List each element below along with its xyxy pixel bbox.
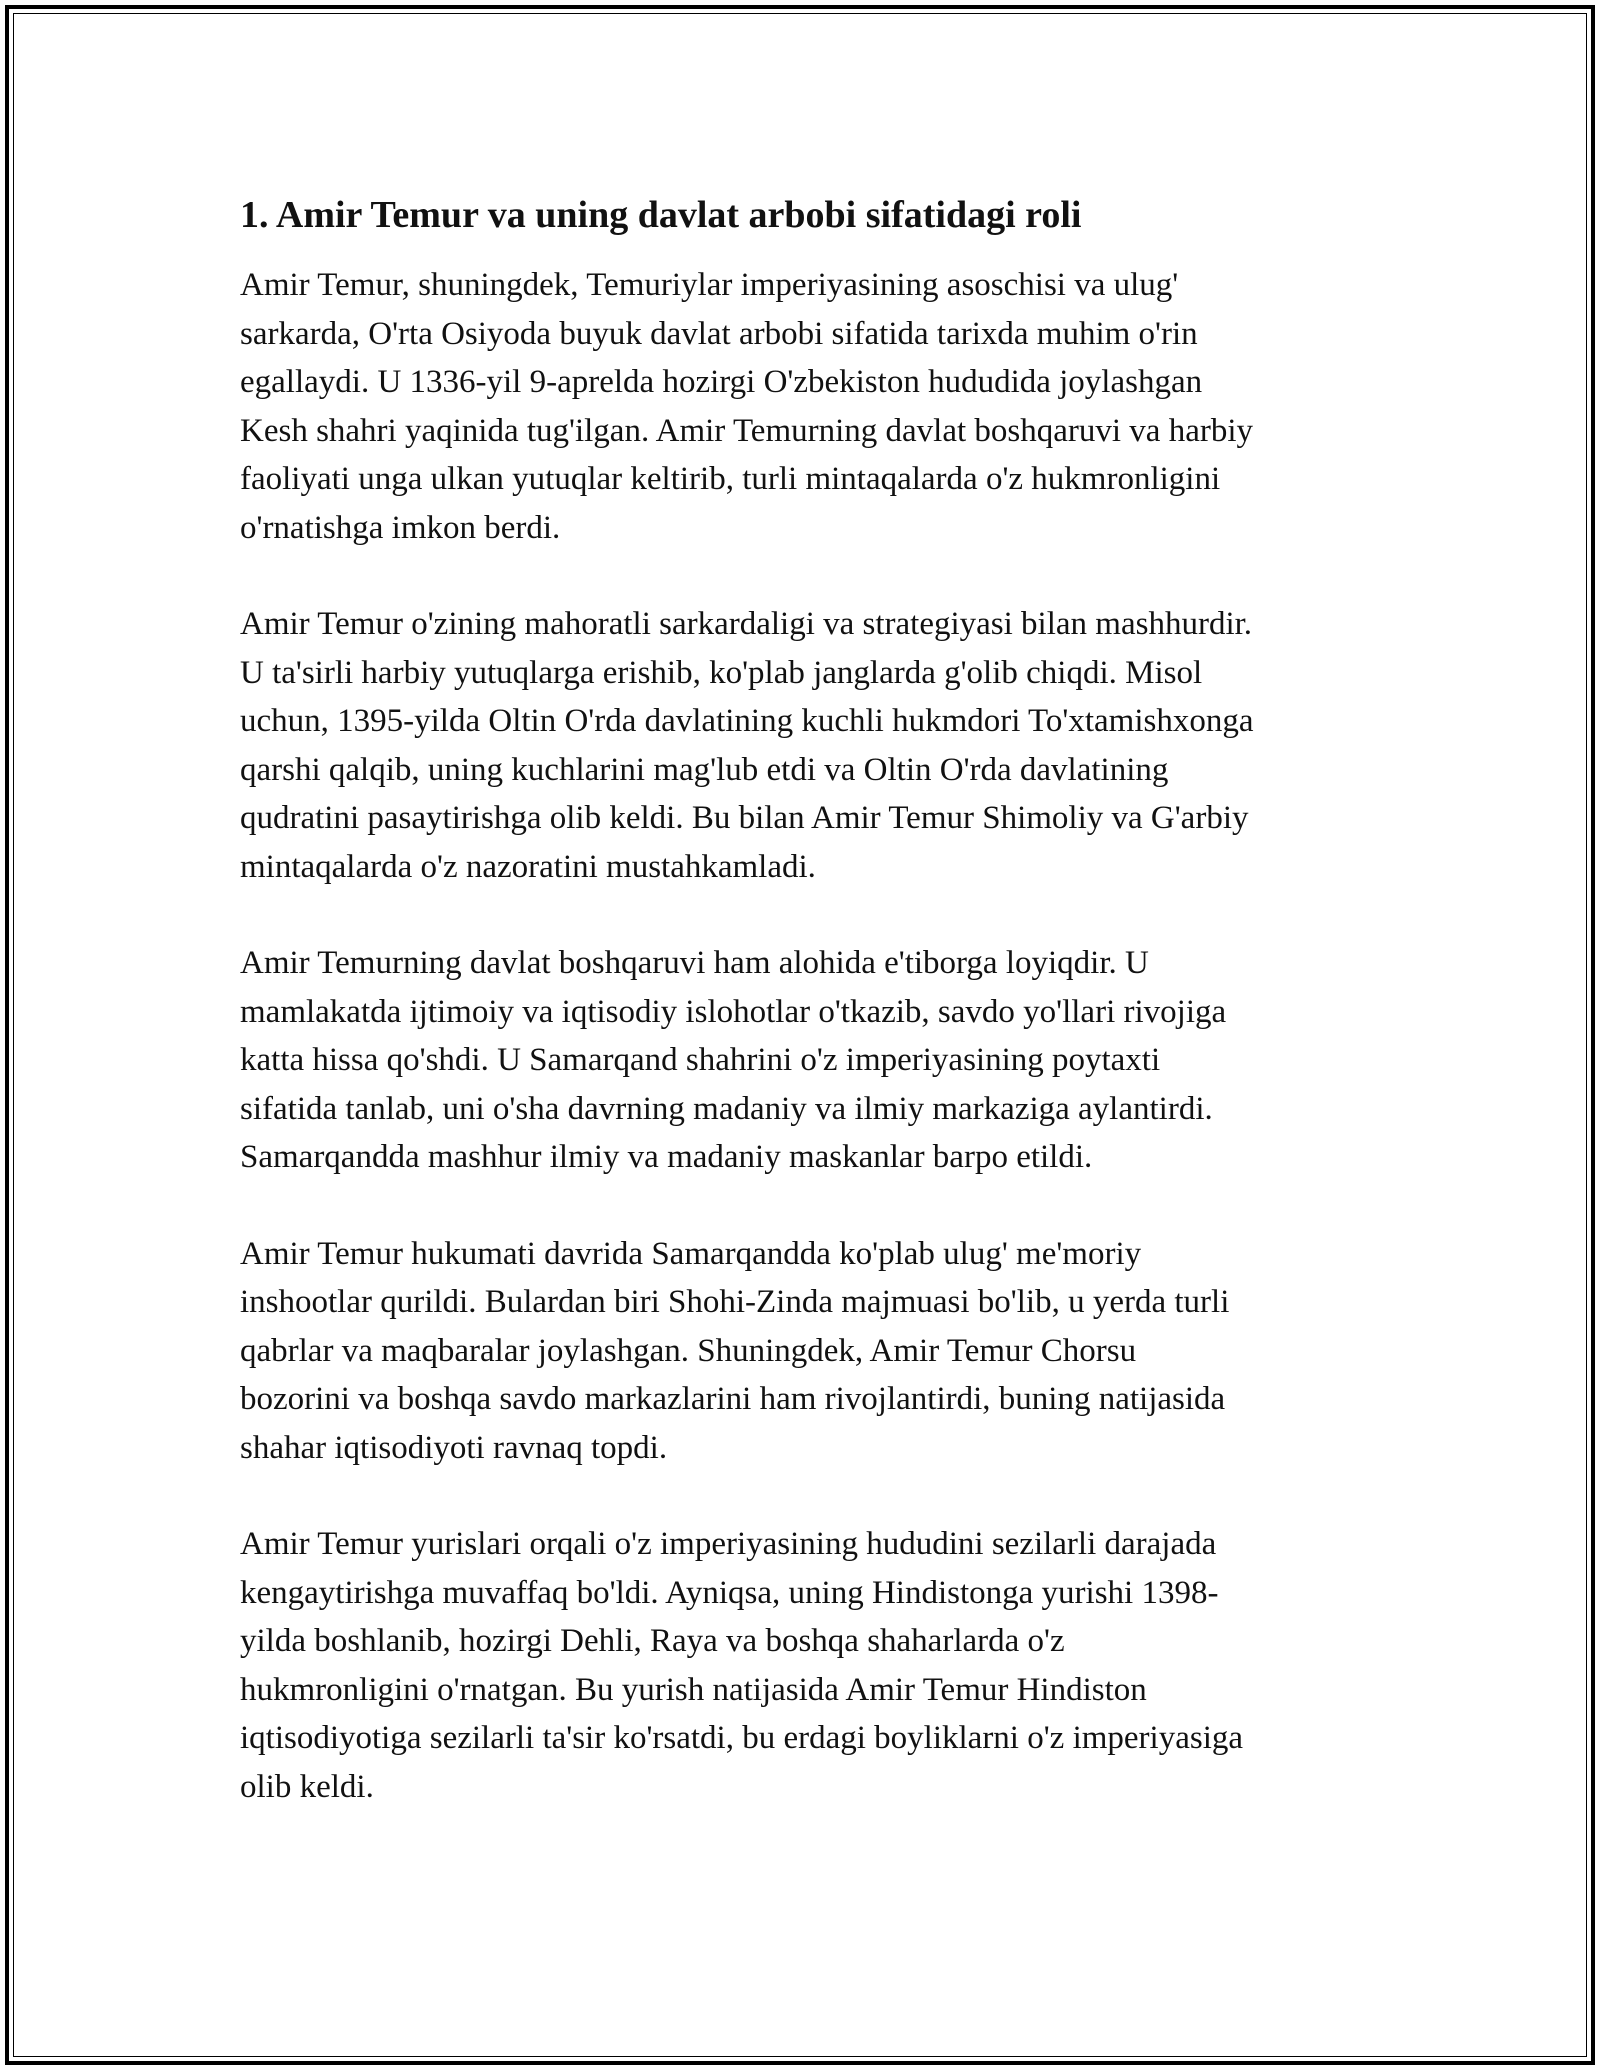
text-line: Amir Temur hukumati davrida Samarqandda ko'plab ulug' me'moriy [240,1235,1142,1272]
text-line: inshootlar qurildi. Bulardan biri Shohi-Zinda majmuasi bo'lib, u yerda turli [240,1284,1230,1320]
text-line: yilda boshlanib, hozirgi Dehli, Raya va boshqa shaharlarda o'z [240,1623,1065,1659]
text-line: egallaydi. U 1336-yil 9-aprelda hozirgi O'zbekiston hududida joylashgan [240,364,1203,400]
text-line: uchun, 1395-yilda Oltin O'rda davlatining kuchli hukmdori To'xtamishxonga [240,703,1254,739]
document-body [240,191,1390,1859]
text-line: sifatida tanlab, uni o'sha davrning madaniy va ilmiy markaziga aylantirdi. [240,1090,1213,1127]
text-line: qudratini pasaytirishga olib keldi. Bu bilan Amir Temur Shimoliy va G'arbiy [240,800,1249,836]
text-line: qabrlar va maqbaralar joylashgan. Shuningdek, Amir Temur Chorsu [240,1332,1137,1369]
text-line: iqtisodiyotiga sezilarli ta'sir ko'rsatdi, bu erdagi boyliklarni o'z imperiyasiga [240,1720,1244,1756]
page-border [5,5,1595,2065]
text-line: Amir Temurning davlat boshqaruvi ham alohida e'tiborga loyiqdir. U [240,945,1149,981]
paragraph-3 [240,939,1390,1182]
text-line: katta hissa qo'shdi. U Samarqand shahrini o'z imperiyasining poytaxti [240,1042,1161,1078]
text-line: Amir Temur o'zining mahoratli sarkardaligi va strategiyasi bilan mashhurdir. [240,606,1253,642]
text-line: faoliyati unga ulkan yutuqlar keltirib, turli mintaqalarda o'z hukmronligini [240,461,1221,497]
paragraph-2 [240,600,1390,891]
text-line: Kesh shahri yaqinida tug'ilgan. Amir Temurning davlat boshqaruvi va harbiy [240,412,1253,449]
section-heading: 1. Amir Temur va uning davlat arbobi sifatidagi roli [240,194,1082,236]
text-line: olib keldi. [240,1768,374,1805]
text-line: kengaytirishga muvaffaq bo'ldi. Ayniqsa, uning Hindistonga yurishi 1398- [240,1574,1219,1611]
paragraph-1 [240,261,1390,552]
text-line: hukmronligini o'rnatgan. Bu yurish natijasida Amir Temur Hindiston [240,1671,1147,1708]
text-line: sarkarda, O'rta Osiyoda buyuk davlat arbobi sifatida tarixda muhim o'rin [240,315,1198,352]
text-line: mintaqalarda o'z nazoratini mustahkamladi. [240,848,816,885]
text-line: o'rnatishga imkon berdi. [240,509,561,546]
text-line: bozorini va boshqa savdo markazlarini ham rivojlantirdi, buning natijasida [240,1381,1226,1417]
text-line: mamlakatda ijtimoiy va iqtisodiy islohotlar o'tkazib, savdo yo'llari rivojiga [240,993,1227,1030]
text-line: Samarqandda mashhur ilmiy va madaniy maskanlar barpo etildi. [240,1139,1093,1175]
text-line: Amir Temur yurislari orqali o'z imperiyasining hududini sezilarli darajada [240,1526,1217,1562]
paragraph-5 [240,1520,1390,1811]
text-line: U ta'sirli harbiy yutuqlarga erishib, ko'plab janglarda g'olib chiqdi. Misol [240,654,1203,691]
text-line: shahar iqtisodiyoti ravnaq topdi. [240,1429,668,1466]
text-line: qarshi qalqib, uning kuchlarini mag'lub etdi va Oltin O'rda davlatining [240,751,1169,788]
text-line: Amir Temur, shuningdek, Temuriylar imperiyasining asoschisi va ulug' [240,267,1179,303]
paragraph-4 [240,1230,1390,1473]
